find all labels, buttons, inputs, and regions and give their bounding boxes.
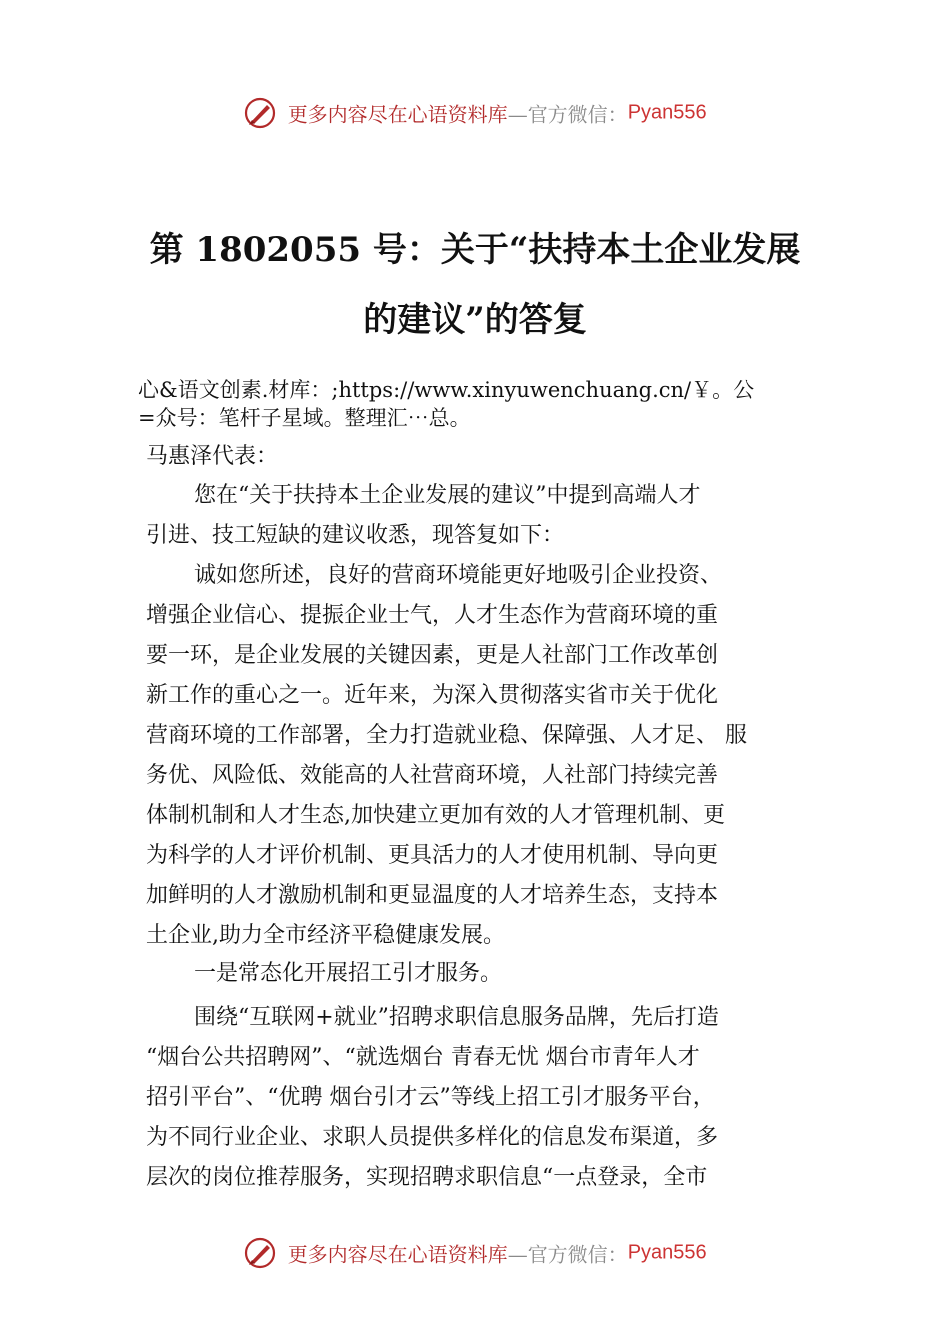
text-line: 土企业,助力全市经济平稳健康发展。 [146,923,505,948]
text-line: 诚如您所述，良好的营商环境能更好地吸引企业投资、 [194,563,723,588]
watermark-line: =众号：笔杆子星域。整理汇⋯总。 [138,406,471,430]
document-title-line-2: 的建议”的答复 [363,300,587,340]
text-line: 围绕“互联网+就业”招聘求职信息服务品牌，先后打造 [194,1005,719,1030]
footer-banner [0,1236,950,1270]
text-line: 加鲜明的人才激励机制和更显温度的人才培养生态，支持本 [146,883,719,908]
paragraph-4 [146,998,818,1198]
text-line: 新工作的重心之一。近年来，为深入贯彻落实省市关于优化 [146,683,719,708]
banner-prefix: 更多内容尽在心语资料库 [287,1242,508,1267]
text-line: 您在“关于扶持本土企业发展的建议”中提到高端人才 [194,483,701,508]
watermark-line: 心&语文创素.材库：;https://www.xinyuwenchuang.cn/￥。公 [138,378,755,402]
text-line: 体制机制和人才生态,加快建立更加有效的人才管理机制、更 [146,803,725,828]
pen-logo-icon [243,96,277,130]
text-line: 营商环境的工作部署，全力打造就业稳、保障强、人才足、 服 [146,723,747,748]
text-line: 一是常态化开展招工引才服务。 [194,961,503,986]
header-banner [0,96,950,130]
paragraph-2 [146,556,818,956]
banner-prefix: 更多内容尽在心语资料库 [287,102,508,127]
text-line: 为不同行业企业、求职人员提供多样化的信息发布渠道，多 [146,1125,719,1150]
pen-logo-icon [243,1236,277,1270]
text-line: 层次的岗位推荐服务，实现招聘求职信息“一点登录，全市 [146,1165,708,1190]
paragraph-1 [146,476,818,556]
text-line: 为科学的人才评价机制、更具活力的人才使用机制、导向更 [146,843,719,868]
banner-wechat: Pyan556 [627,1241,707,1264]
salutation: 马惠泽代表： [146,444,279,469]
text-line: 增强企业信心、提振企业士气，人才生态作为营商环境的重 [146,603,719,628]
text-line: 要一环，是企业发展的关键因素，更是人社部门工作改革创 [146,643,719,668]
banner-dash: —官方微信： [507,102,628,127]
banner-dash: —官方微信： [507,1242,628,1267]
text-line: 务优、风险低、效能高的人社营商环境，人社部门持续完善 [146,763,719,788]
banner-wechat: Pyan556 [627,101,707,124]
text-line: “烟台公共招聘网”、“就选烟台 青春无忧 烟台市青年人才 [146,1045,700,1070]
text-line: 引进、技工短缺的建议收悉，现答复如下： [146,523,565,548]
text-line: 招引平台”、“优聘 烟台引才云”等线上招工引才服务平台， [146,1085,715,1110]
watermark-text [138,376,838,432]
paragraph-3-heading [146,954,818,994]
document-title-line-1: 第 1802055 号：关于“扶持本土企业发展 [149,230,801,270]
